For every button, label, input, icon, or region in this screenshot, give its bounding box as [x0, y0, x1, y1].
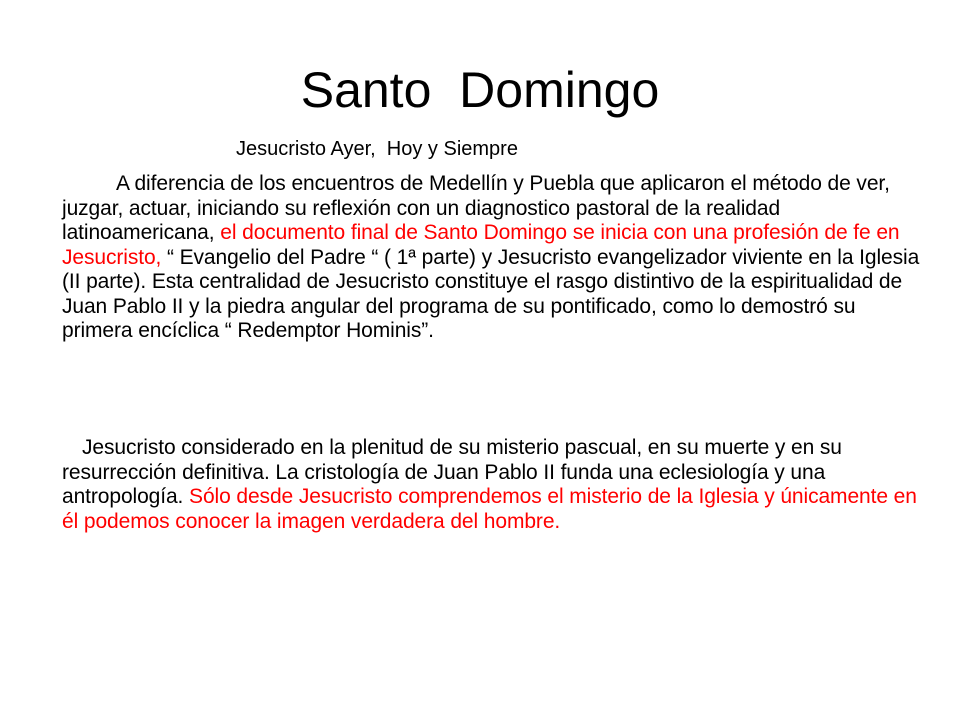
paragraph-2 [62, 436, 922, 534]
paragraph-2-text: Jesucristo considerado en la plenitud de su misterio pascual, en su muerte y en su resurrección definitiva. La cristología de Juan Pablo II funda una eclesiología y una antropología. [62, 436, 842, 508]
paragraph-1-highlight: el documento final de Santo Domingo se inicia con una profesión de fe en Jesucristo, [62, 221, 900, 269]
paragraph-1 [62, 172, 922, 344]
paragraph-1-text-continued: “ Evangelio del Padre “ ( 1ª parte) y Jesucristo evangelizador viviente en la Iglesia (II parte). Esta centralidad de Jesucristo constituye el rasgo distintivo de la espiritualidad de Juan Pablo II y la piedra angular del programa de su pontificado, como lo demostró su primera encíclica “ Redemptor Hominis”. [62, 245, 920, 342]
paragraph-1-text: A diferencia de los encuentros de Medellín y Puebla que aplicaron el método de ver, juzgar, actuar, iniciando su reflexión con un diagnostico pastoral de la realidad latinoamericana, [62, 172, 890, 244]
slide-subtitle: Jesucristo Ayer, Hoy y Siempre [236, 138, 518, 160]
paragraph-2-highlight: Sólo desde Jesucristo comprendemos el misterio de la Iglesia y únicamente en él podemos conocer la imagen verdadera del hombre. [62, 485, 917, 533]
slide-title: Santo Domingo [300, 62, 660, 118]
